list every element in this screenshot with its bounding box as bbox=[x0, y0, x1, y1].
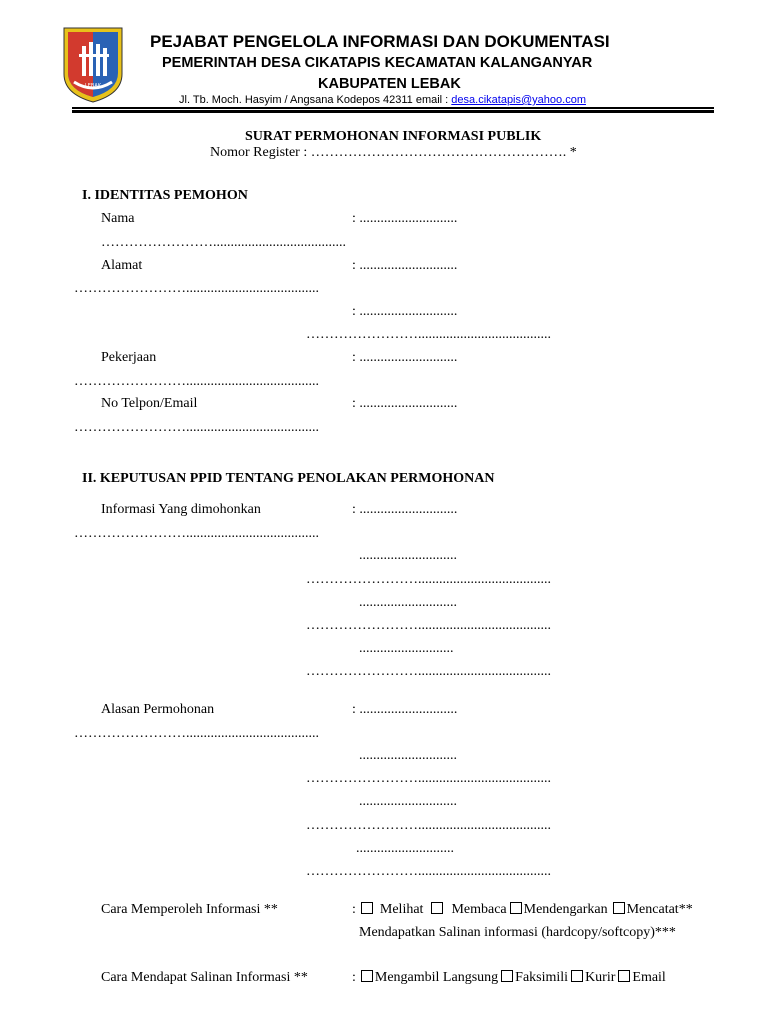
checkbox-membaca[interactable] bbox=[431, 902, 443, 914]
alasan-dots-3: ............................ bbox=[359, 794, 457, 809]
svg-text:LEBAK: LEBAK bbox=[84, 83, 102, 89]
option-mengambil-langsung: Mengambil Langsung bbox=[374, 970, 499, 985]
address-text: Jl. Tb. Moch. Hasyim / Angsana Kodepos 42311 email : bbox=[179, 94, 452, 106]
section-identitas-heading: I. IDENTITAS PEMOHON bbox=[82, 188, 248, 203]
header-divider-thick bbox=[72, 110, 714, 113]
header-regency: KABUPATEN LEBAK bbox=[318, 76, 461, 92]
label-alasan: Alasan Permohonan bbox=[101, 702, 215, 717]
checkbox-kurir[interactable] bbox=[571, 970, 583, 982]
nama-field-line[interactable]: ……………………...................................... bbox=[101, 235, 346, 250]
header-divider-thin bbox=[72, 107, 714, 109]
header-institution: PEJABAT PENGELOLA INFORMASI DAN DOKUMENTASI bbox=[150, 32, 610, 51]
cara-memperoleh-colon: : bbox=[352, 902, 356, 917]
telpon-colon-dots: : ............................ bbox=[352, 396, 458, 411]
alamat2-field-line[interactable]: ……………………...................................... bbox=[306, 327, 551, 342]
label-nama: Nama bbox=[101, 211, 135, 226]
checkbox-mencatat[interactable] bbox=[613, 902, 625, 914]
alamat2-colon-dots: : ............................ bbox=[352, 304, 458, 319]
alasan-dots-2: ............................ bbox=[359, 748, 457, 763]
document-title: SURAT PERMOHONAN INFORMASI PUBLIK bbox=[245, 129, 542, 144]
informasi-colon-dots: : ............................ bbox=[352, 502, 458, 517]
lebak-regency-logo bbox=[62, 24, 124, 104]
nama-colon-dots: : ............................ bbox=[352, 211, 458, 226]
option-salinan: Mendapatkan Salinan informasi (hardcopy/softcopy)*** bbox=[359, 925, 676, 940]
telpon-field-line[interactable]: ……………………...................................... bbox=[74, 420, 319, 435]
label-telpon-email: No Telpon/Email bbox=[101, 396, 198, 411]
option-kurir: Kurir bbox=[585, 970, 616, 985]
label-alamat: Alamat bbox=[101, 258, 143, 273]
option-email: Email bbox=[632, 970, 666, 985]
alamat-colon-dots: : ............................ bbox=[352, 258, 458, 273]
cara-salinan-colon: : bbox=[352, 970, 356, 985]
alasan-colon-dots: : ............................ bbox=[352, 702, 458, 717]
informasi-dots-3: ............................ bbox=[359, 595, 457, 610]
alasan-field-line-3[interactable]: ……………………...................................... bbox=[306, 818, 551, 833]
option-membaca: Membaca bbox=[451, 902, 507, 917]
email-link[interactable]: desa.cikatapis@yahoo.com bbox=[451, 94, 586, 106]
alasan-field-line-1[interactable]: ……………………...................................... bbox=[74, 726, 319, 741]
alasan-dots-4: ............................ bbox=[356, 841, 454, 856]
informasi-field-line-3[interactable]: ……………………...................................... bbox=[306, 618, 551, 633]
section-keputusan-heading: II. KEPUTUSAN PPID TENTANG PENOLAKAN PERMOHONAN bbox=[82, 471, 495, 486]
informasi-field-line-1[interactable]: ……………………...................................... bbox=[74, 526, 319, 541]
option-mendengarkan: Mendengarkan bbox=[523, 902, 608, 917]
pekerjaan-field-line[interactable]: ……………………...................................... bbox=[74, 374, 319, 389]
header-address bbox=[179, 94, 586, 106]
header-government: PEMERINTAH DESA CIKATAPIS KECAMATAN KALANGANYAR bbox=[162, 55, 593, 71]
checkbox-mengambil-langsung[interactable] bbox=[361, 970, 373, 982]
checkbox-email[interactable] bbox=[618, 970, 630, 982]
label-cara-salinan: Cara Mendapat Salinan Informasi ** bbox=[101, 970, 308, 985]
informasi-dots-4: ........................... bbox=[359, 641, 454, 656]
option-faksimili: Faksimili bbox=[515, 970, 569, 985]
label-cara-memperoleh: Cara Memperoleh Informasi ** bbox=[101, 902, 278, 917]
cara-memperoleh-options bbox=[352, 902, 693, 918]
option-mencatat: Mencatat** bbox=[626, 902, 693, 917]
informasi-field-line-2[interactable]: ……………………...................................... bbox=[306, 572, 551, 587]
option-melihat: Melihat bbox=[379, 902, 424, 917]
pekerjaan-colon-dots: : ............................ bbox=[352, 350, 458, 365]
informasi-dots-2: ............................ bbox=[359, 548, 457, 563]
alamat-field-line[interactable]: ……………………...................................... bbox=[74, 281, 319, 296]
checkbox-melihat[interactable] bbox=[361, 902, 373, 914]
label-pekerjaan: Pekerjaan bbox=[101, 350, 157, 365]
alasan-field-line-4[interactable]: ……………………...................................... bbox=[306, 864, 551, 879]
informasi-field-line-4[interactable]: ……………………...................................... bbox=[306, 664, 551, 679]
checkbox-mendengarkan[interactable] bbox=[510, 902, 522, 914]
register-number: Nomor Register : ………………………………………………. * bbox=[210, 145, 577, 160]
checkbox-faksimili[interactable] bbox=[501, 970, 513, 982]
label-informasi: Informasi Yang dimohonkan bbox=[101, 502, 261, 517]
cara-salinan-options bbox=[352, 970, 666, 986]
alasan-field-line-2[interactable]: ……………………...................................... bbox=[306, 771, 551, 786]
